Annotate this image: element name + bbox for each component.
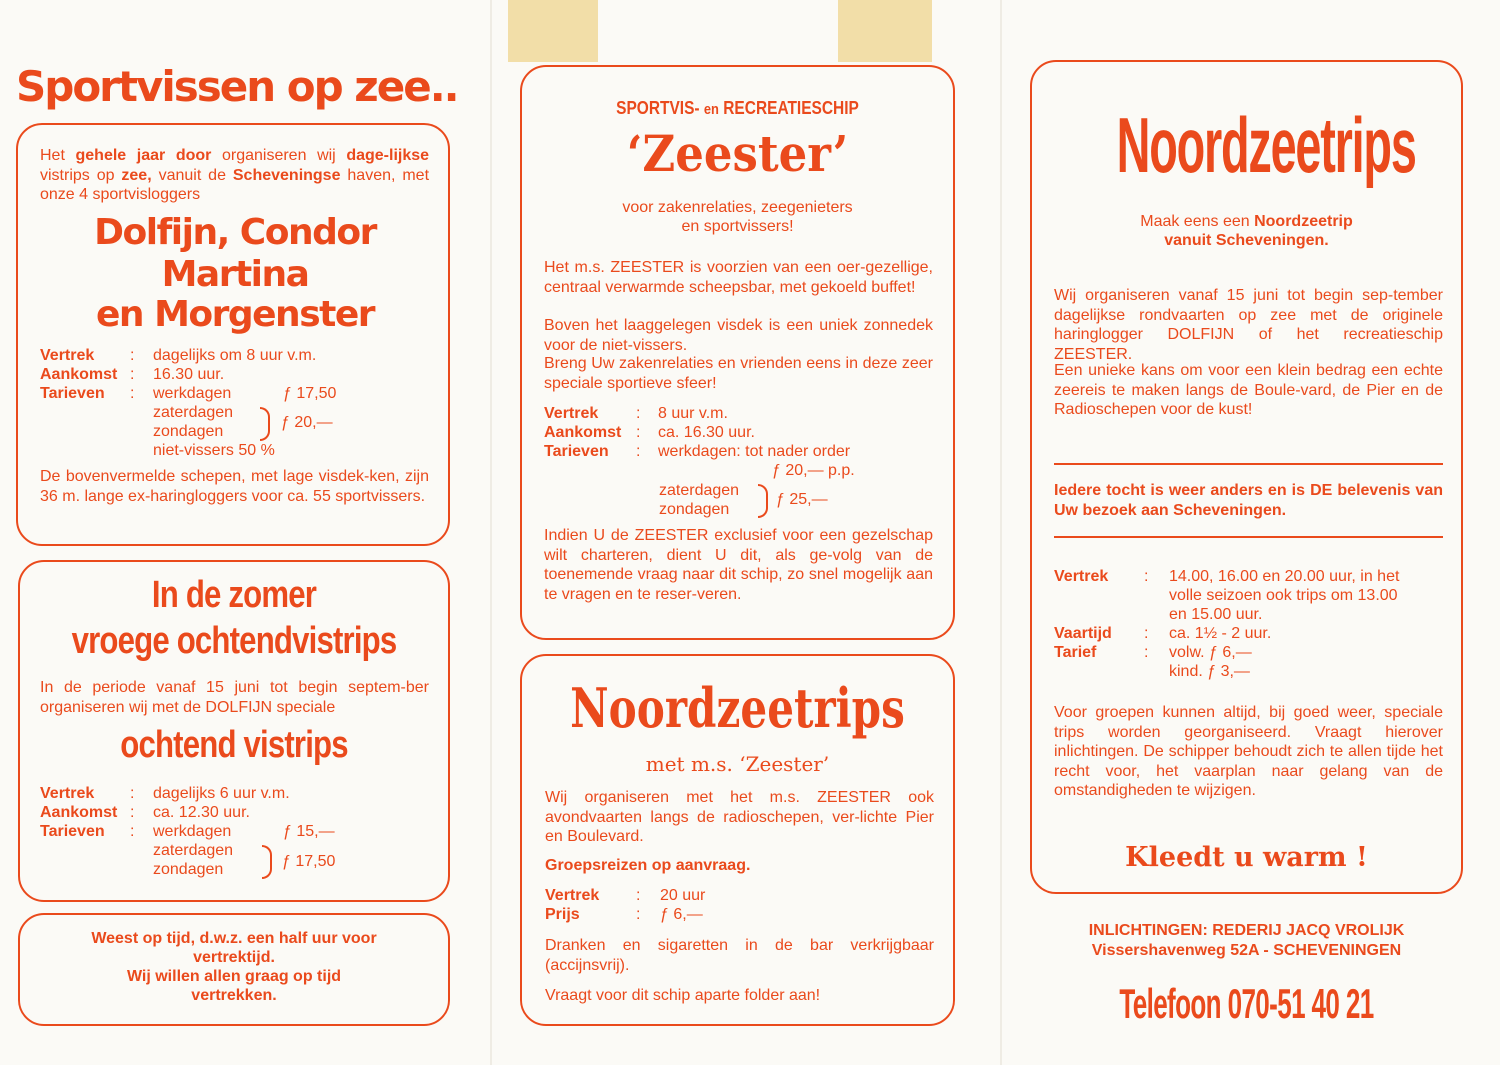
prijs-label: Prijs [545, 906, 580, 923]
tarief-zaterdagen: zaterdagen [153, 842, 234, 859]
zeester-para-1: Het m.s. ZEESTER is voorzien van een oer-gezellige, centraal verwarmde scheepsbar, met gekoeld buffet! [544, 259, 933, 296]
vaartijd-value: ca. 1½ - 2 uur. [1169, 625, 1272, 642]
tarief-kind: kind. ƒ 3,— [1169, 663, 1250, 680]
kicker-a: SPORTVIS- [616, 98, 700, 118]
intro-segment: dage-lijkse [346, 147, 430, 164]
brace [262, 845, 272, 879]
noordzeetrips-highlight: Iedere tocht is weer anders en is DE belevenis van Uw bezoek aan Scheveningen. [1054, 482, 1443, 519]
vertrek-value: dagelijks om 8 uur v.m. [153, 347, 317, 364]
intro-segment: zee, [121, 166, 152, 184]
aankomst-label: Aankomst [40, 366, 118, 383]
tape-mark-left [508, 0, 598, 62]
noordzeetrips-sub-2: vanuit Scheveningen. [1164, 232, 1329, 249]
tarief-volw: volw. ƒ 6,— [1169, 644, 1252, 661]
weest-line-3: Wij willen allen graag op tijd [126, 968, 342, 985]
tarief-nietvissers: niet-vissers 50 % [153, 442, 275, 459]
tape-mark-right [838, 0, 932, 62]
tarief-zondagen: zondagen [659, 501, 730, 518]
zeester-charter: Indien U de ZEESTER exclusief voor een gezelschap wilt charteren, dient U dit, als ge-volg van de toenemende vraag naar dit schip, zo snel mogelijk aan te vragen en te reser-veren. [544, 527, 933, 603]
colon: : [130, 347, 135, 364]
groepsreizen: Groepsreizen op aanvraag. [545, 857, 751, 874]
vertrek-line-1: 14.00, 16.00 en 20.00 uur, in het [1169, 568, 1400, 585]
zomer-title-1: In de zomer [151, 574, 317, 616]
telefoon: Telefoon 070-51 40 21 [1119, 980, 1374, 1027]
tarief-zaterdagen: zaterdagen [153, 404, 234, 421]
tarief-weekend-price: ƒ 17,50 [282, 853, 336, 870]
vertrek-label: Vertrek [40, 347, 95, 364]
vaartijd-label: Vaartijd [1054, 625, 1112, 642]
brace [758, 484, 768, 518]
ships-line-2: Martina [161, 254, 309, 295]
tarieven-label: Tarieven [40, 823, 105, 840]
tarieven-label: Tarieven [544, 443, 609, 460]
aankomst-label: Aankomst [544, 424, 622, 441]
colon: : [636, 887, 641, 904]
vertrek-line-2: volle seizoen ook trips om 13.00 [1169, 587, 1398, 604]
zeester-tagline-2: en sportvissers! [681, 218, 794, 235]
tarief-werkdagen: werkdagen: tot nader order [658, 443, 851, 460]
vertrek-value: dagelijks 6 uur v.m. [153, 785, 290, 802]
intro-segment: gehele jaar door [75, 147, 212, 164]
colon: : [130, 823, 135, 840]
intro-segment: haven, met onze 4 sportvisloggers [40, 166, 430, 203]
tarief-weekend-price: ƒ 25,— [776, 491, 828, 508]
colon: : [636, 443, 641, 460]
zeester-para-3: Breng Uw zakenrelaties en vrienden eens in deze zeer speciale sportieve sfeer! [544, 355, 933, 392]
kicker-b: en [703, 101, 719, 118]
vertrek-label: Vertrek [1054, 568, 1109, 585]
zeester-drinks: Dranken en sigaretten in de bar verkrijgbaar (accijnsvrij). [545, 937, 934, 974]
tarief-werkdagen-price: ƒ 20,— p.p. [772, 462, 855, 479]
colon: : [636, 906, 641, 923]
zomer-subtitle: ochtend vistrips [120, 724, 348, 766]
tarief-werkdagen-price: ƒ 17,50 [283, 385, 337, 402]
colon: : [1144, 568, 1149, 585]
ships-note: De bovenvermelde schepen, met lage visdek-ken, zijn 36 m. lange ex-haringloggers voor ca. 55 sportvissers. [40, 468, 429, 505]
vertrek-label: Vertrek [40, 785, 95, 802]
tarief-zondagen: zondagen [153, 423, 224, 440]
colon: : [130, 804, 135, 821]
intro-segment: Scheveningse [232, 166, 341, 184]
vertrek-value: 8 uur v.m. [658, 405, 728, 422]
weest-line-4: vertrekken. [191, 987, 277, 1004]
zeester-trips-title: Noordzeetrips [570, 676, 905, 740]
vertrek-value: 20 uur [660, 887, 706, 904]
weest-line-1: Weest op tijd, d.w.z. een half uur voor [91, 930, 377, 947]
intro-text [40, 146, 429, 205]
prijs-value: ƒ 6,— [660, 906, 703, 923]
tarief-weekend-price: ƒ 20,— [281, 414, 333, 431]
tarief-zondagen: zondagen [153, 861, 224, 878]
zeester-trips-para: Wij organiseren met het m.s. ZEESTER ook avondvaarten langs de radioschepen, ver-lichte Pier en Boulevard. [545, 789, 934, 845]
tarief-werkdagen: werkdagen [153, 823, 232, 840]
vertrek-label: Vertrek [544, 405, 599, 422]
headline-sportvissen: Sportvissen op zee.. [16, 62, 458, 111]
zeester-ship-name: ‘Zeester’ [626, 124, 849, 183]
kleedt-u-warm: Kleedt u warm ! [1125, 842, 1368, 873]
divider-top [1054, 463, 1443, 465]
zeester-para-2: Boven het laaggelegen visdek is een uniek zonnedek voor de niet-vissers. [544, 317, 933, 354]
noordzeetrips-sub-1 [1030, 212, 1463, 232]
tarieven-label: Tarieven [40, 385, 105, 402]
tarief-werkdagen: werkdagen [153, 385, 232, 402]
groepen-text: Voor groepen kunnen altijd, bij goed weer, speciale trips worden georganiseerd. Vraagt hierover inlichtingen. De schipper behoudt zich te allen tijde het recht voor, het vaarplan naar gelang van de omstandigheden te wijzigen. [1054, 704, 1443, 799]
colon: : [636, 405, 641, 422]
zeester-trips-subtitle: met m.s. ‘Zeester’ [645, 752, 830, 776]
noordzeetrips-title: Noordzeetrips [1116, 101, 1416, 189]
aankomst-value: ca. 12.30 uur. [153, 804, 250, 821]
fold-line-right [1000, 0, 1002, 1065]
zeester-folder: Vraagt voor dit schip aparte folder aan! [545, 987, 821, 1004]
colon: : [130, 385, 135, 402]
sub-a: Maak eens een [1140, 213, 1255, 230]
vertrek-label: Vertrek [545, 887, 600, 904]
intro-segment: vistrips op [40, 166, 122, 184]
brace [260, 407, 270, 441]
zomer-title-2: vroege ochtendvistrips [71, 620, 397, 662]
colon: : [636, 424, 641, 441]
intro-segment: organiseren wij [211, 147, 347, 164]
sub-b: Noordzeetrip [1254, 213, 1353, 230]
zeester-tagline-1: voor zakenrelaties, zeegenieters [622, 199, 853, 216]
ships-line-1: Dolfijn, Condor [94, 212, 376, 253]
intro-segment: Het [40, 147, 76, 164]
intro-segment: vanuit de [151, 166, 233, 184]
zeester-kicker [550, 98, 924, 119]
zomer-intro: In de periode vanaf 15 juni tot begin septem-ber organiseren wij met de DOLFIJN speciale [40, 679, 429, 716]
aankomst-value: 16.30 uur. [153, 366, 225, 383]
tarief-werkdagen-price: ƒ 15,— [283, 823, 335, 840]
noordzeetrips-para-1: Wij organiseren vanaf 15 juni tot begin sep-tember dagelijkse rondvaarten op zee met de originele haringlogger DOLFIJN of het recreatieschip ZEESTER. [1054, 287, 1443, 363]
colon: : [1144, 625, 1149, 642]
tarief-zaterdagen: zaterdagen [659, 482, 740, 499]
noordzeetrips-para-2: Een unieke kans om voor een klein bedrag een echte zeereis te maken langs de Boule-vard, de Pier en de Radioschepen voor de kust! [1054, 362, 1443, 418]
aankomst-value: ca. 16.30 uur. [658, 424, 755, 441]
colon: : [130, 366, 135, 383]
vertrek-line-3: en 15.00 uur. [1169, 606, 1263, 623]
contact-line-1: INLICHTINGEN: REDERIJ JACQ VROLIJK [1088, 922, 1405, 939]
divider-bottom [1054, 536, 1443, 538]
tarief-label: Tarief [1054, 644, 1097, 661]
fold-line-left [490, 0, 492, 1065]
aankomst-label: Aankomst [40, 804, 118, 821]
kicker-c: RECREATIESCHIP [723, 98, 859, 118]
colon: : [130, 785, 135, 802]
contact-line-2: Vissershavenweg 52A - SCHEVENINGEN [1091, 942, 1402, 959]
ships-line-3: en Morgenster [95, 294, 374, 335]
colon: : [1144, 644, 1149, 661]
weest-line-2: vertrektijd. [193, 949, 275, 966]
